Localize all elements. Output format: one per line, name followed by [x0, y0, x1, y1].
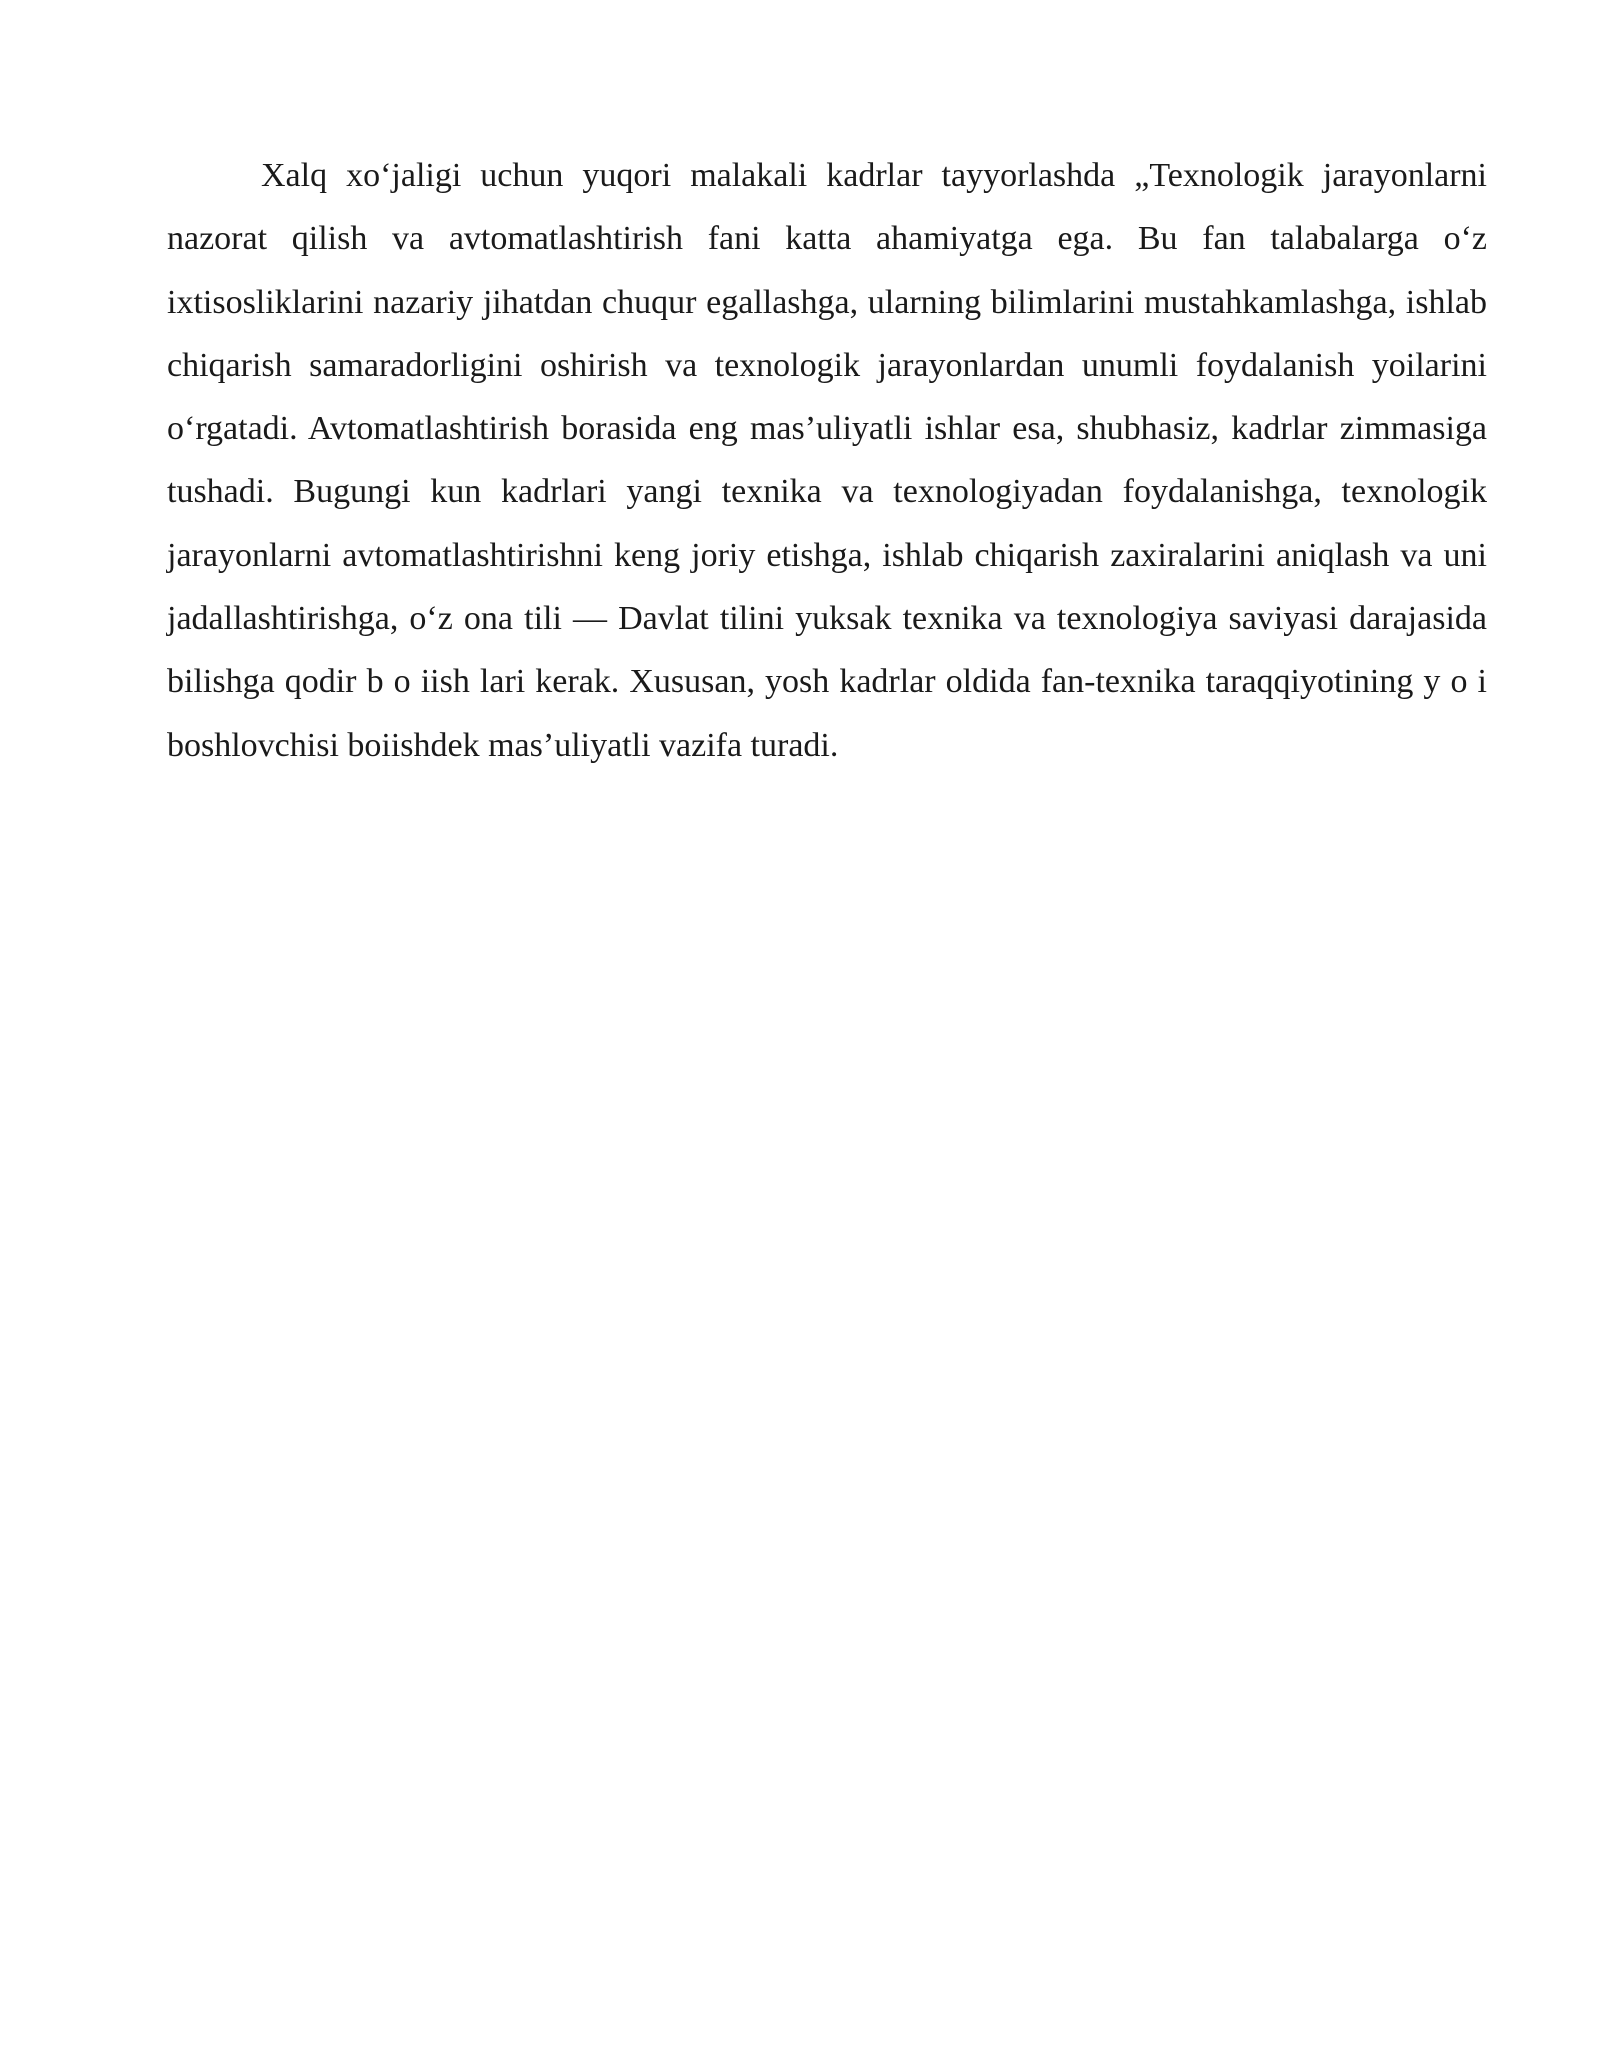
body-paragraph: Xalq xo‘jaligi uchun yuqori malakali kadrlar tayyorlashda „Texnologik jarayonlarni nazorat qilish va avtomatlashtirish fani katta ahamiyatga ega. Bu fan talabalarga o‘z ixtisosliklarini nazariy jihatdan chuqur egallashga, ularning bilimlarini mustahkamlashga, ishlab chiqarish samaradorligini oshirish va texnologik jarayonlardan unumli foydalanish yoilarini o‘rgatadi. Avtomatlashtirish borasida eng mas’uliyatli ishlar esa, shubhasiz, kadrlar zimmasiga tushadi. Bugungi kun kadrlari yangi texnika va texnologiyadan foydalanishga, texnologik jarayonlarni avtomatlashtirishni keng joriy etishga, ishlab chiqarish zaxiralarini aniqlash va uni jadallashtirishga, o‘z ona tili — Davlat tilini yuksak texnika va texnologiya saviyasi darajasida bilishga qodir b o iish lari kerak. Xususan, yosh kadrlar oldida fan-texnika taraqqiyotining y o i boshlovchisi boiishdek mas’uliyatli vazifa turadi. [167, 157, 1487, 764]
